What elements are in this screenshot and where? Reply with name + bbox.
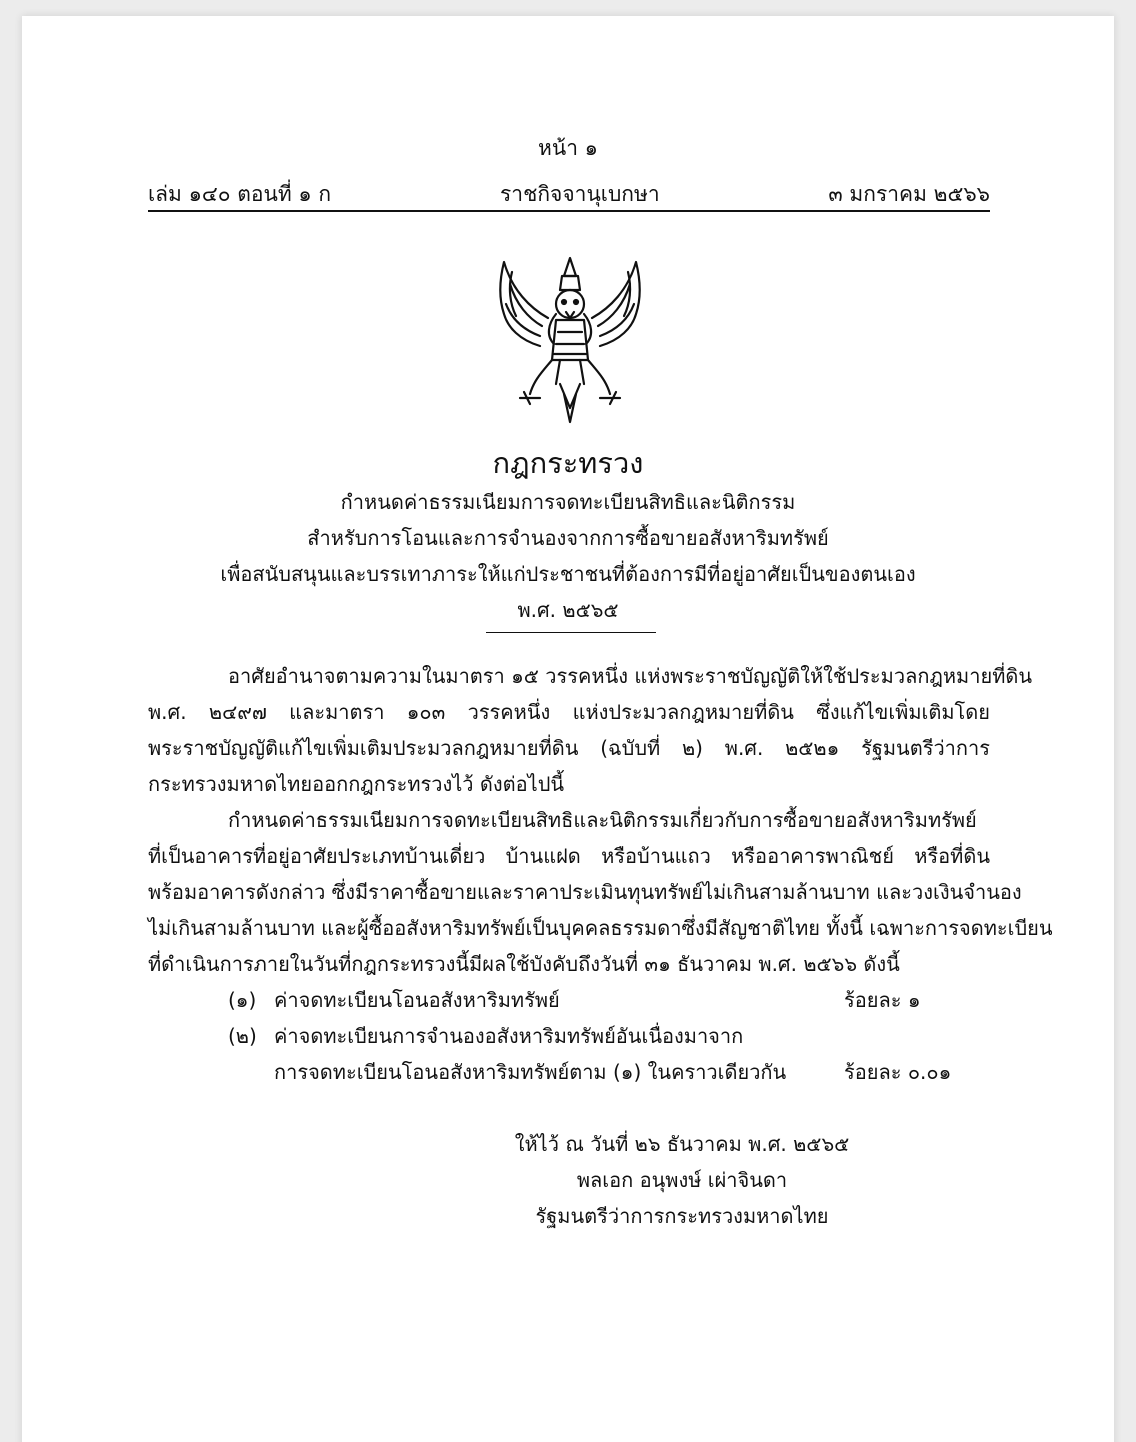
preamble-line: อาศัยอำนาจตามความในมาตรา ๑๕ วรรคหนึ่ง แห่งพระราชบัญญัติให้ใช้ประมวลกฎหมายที่ดิน [228,664,1033,688]
body-line: ที่ดำเนินการภายในวันที่กฎกระทรวงนี้มีผลใช้บังคับถึงวันที่ ๓๑ ธันวาคม พ.ศ. ๒๕๖๖ ดังนี้ [148,952,900,976]
fee-rate: ร้อยละ ๑ [844,988,921,1012]
gazette-name: ราชกิจจานุเบกษา [500,182,660,206]
fee-description: ค่าจดทะเบียนการจำนองอสังหาริมทรัพย์อันเนื่องมาจาก [274,1024,744,1048]
subtitle-line: สำหรับการโอนและการจำนองจากการซื้อขายอสังหาริมทรัพย์ [307,526,829,550]
subtitle-year: พ.ศ. ๒๕๖๕ [517,598,619,622]
fee-number: (๑) [228,988,257,1012]
volume-issue: เล่ม ๑๔๐ ตอนที่ ๑ ก [148,182,332,206]
gazette-page [22,16,1114,1442]
body-line: พร้อมอาคารดังกล่าว ซึ่งมีราคาซื้อขายและราคาประเมินทุนทรัพย์ไม่เกินสามล้านบาท และวงเงินจำนอง [148,880,1022,904]
publish-date: ๓ มกราคม ๒๕๖๖ [828,182,990,206]
fee-rate: ร้อยละ ๐.๐๑ [844,1060,952,1084]
subtitle-line: เพื่อสนับสนุนและบรรเทาภาระให้แก่ประชาชนที่ต้องการมีที่อยู่อาศัยเป็นของตนเอง [220,562,916,586]
title-rule [486,632,656,633]
subtitle-line: กำหนดค่าธรรมเนียมการจดทะเบียนสิทธิและนิติกรรม [340,490,796,514]
body-line: ไม่เกินสามล้านบาท และผู้ซื้ออสังหาริมทรัพย์เป็นบุคคลธรรมดาซึ่งมีสัญชาติไทย ทั้งนี้ เฉพาะการจดทะเบียน [148,916,1053,940]
fee-number: (๒) [228,1024,257,1048]
gazette-header [148,178,990,208]
document-title: กฎกระทรวง [492,446,644,480]
signatory-position: รัฐมนตรีว่าการกระทรวงมหาดไทย [535,1204,829,1228]
body-line: กำหนดค่าธรรมเนียมการจดทะเบียนสิทธิและนิติกรรมเกี่ยวกับการซื้อขายอสังหาริมทรัพย์ [228,808,977,832]
garuda-emblem-icon [490,248,650,430]
fee-description: ค่าจดทะเบียนโอนอสังหาริมทรัพย์ [274,988,560,1012]
signatory-name: พลเอก อนุพงษ์ เผ่าจินดา [576,1168,788,1192]
fee-description-cont: การจดทะเบียนโอนอสังหาริมทรัพย์ตาม (๑) ในคราวเดียวกัน [274,1060,787,1084]
preamble-line: พระราชบัญญัติแก้ไขเพิ่มเติมประมวลกฎหมายที่ดิน (ฉบับที่ ๒) พ.ศ. ๒๕๒๑ รัฐมนตรีว่าการ [148,736,990,760]
preamble-line: กระทรวงมหาดไทยออกกฎกระทรวงไว้ ดังต่อไปนี้ [148,772,565,796]
header-rule [148,210,990,212]
preamble-line: พ.ศ. ๒๔๙๗ และมาตรา ๑๐๓ วรรคหนึ่ง แห่งประมวลกฎหมายที่ดิน ซึ่งแก้ไขเพิ่มเติมโดย [148,700,990,724]
signed-date: ให้ไว้ ณ วันที่ ๒๖ ธันวาคม พ.ศ. ๒๕๖๕ [514,1132,850,1156]
body-line: ที่เป็นอาคารที่อยู่อาศัยประเภทบ้านเดี่ยว บ้านแฝด หรือบ้านแถว หรืออาคารพาณิชย์ หรือที่ดิน [148,844,990,868]
page-number: หน้า ๑ [538,136,598,160]
